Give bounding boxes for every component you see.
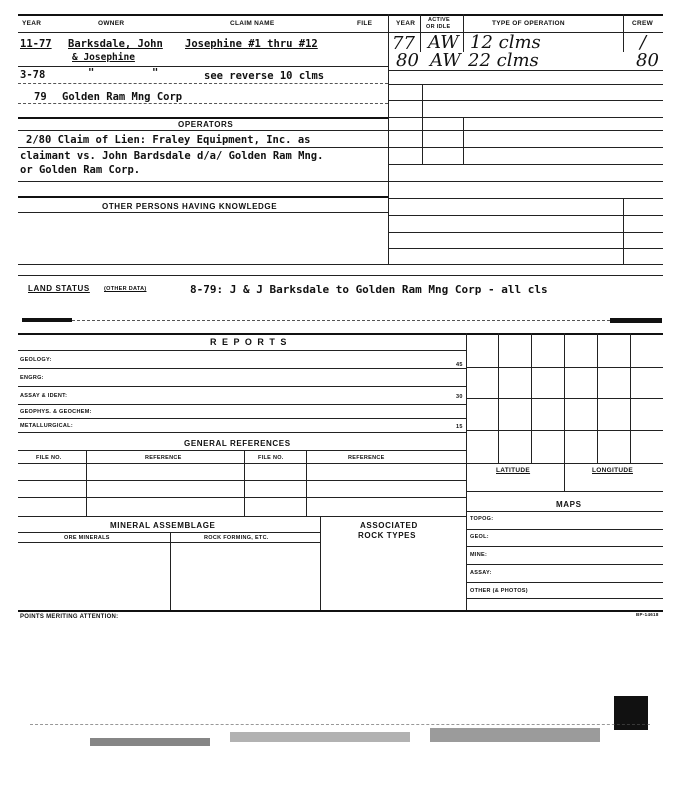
header-idle: OR IDLE xyxy=(426,24,451,30)
hand-year-1: 77 xyxy=(392,33,415,54)
ore-minerals-header: ORE MINERALS xyxy=(64,535,110,541)
longitude-label: LONGITUDE xyxy=(592,467,633,474)
row2-owner: & Josephine xyxy=(72,52,135,63)
maps-rule xyxy=(466,564,663,565)
mineral-rule xyxy=(18,532,320,533)
coord-grid-col xyxy=(564,333,565,491)
header-year-2: YEAR xyxy=(396,20,416,27)
bottom-rule xyxy=(18,610,663,612)
maps-rule xyxy=(466,511,663,512)
reports-top-rule xyxy=(18,333,663,335)
coord-grid-rule xyxy=(466,491,663,492)
operators-line-2: claimant vs. John Bardsdale d/a/ Golden Ram Mng. xyxy=(20,150,324,162)
maps-rule xyxy=(466,529,663,530)
general-refs-col-ref-2: REFERENCE xyxy=(348,455,385,461)
hand-active-1: AW xyxy=(428,32,459,53)
scan-noise xyxy=(230,732,410,742)
associated-header-2: ROCK TYPES xyxy=(358,531,417,540)
row1-claim: Josephine #1 thru #12 xyxy=(185,38,318,50)
page-divider xyxy=(72,320,610,321)
general-refs-col-ref-1: REFERENCE xyxy=(145,455,182,461)
rock-forming-header: ROCK FORMING, ETC. xyxy=(204,535,269,541)
row-rule xyxy=(18,147,388,148)
coord-grid-col xyxy=(531,333,532,463)
scan-mark xyxy=(22,318,72,322)
header-active: ACTIVE xyxy=(428,17,450,23)
grid-rule xyxy=(388,147,663,148)
report-assay: ASSAY & IDENT: xyxy=(20,393,68,399)
scan-mark xyxy=(610,318,662,323)
header-year: YEAR xyxy=(22,20,42,27)
header-claim-name: CLAIM NAME xyxy=(230,20,275,27)
other-persons-title: OTHER PERSONS HAVING KNOWLEDGE xyxy=(102,202,278,211)
header-bottom-rule xyxy=(18,32,663,33)
row4-owner: Golden Ram Mng Corp xyxy=(62,91,183,103)
row3-year: 3-78 xyxy=(20,69,46,81)
map-topog: TOPOG: xyxy=(470,516,494,522)
report-engrg: ENGRG: xyxy=(20,375,44,381)
header-file: FILE xyxy=(357,20,373,27)
grid-col xyxy=(623,198,624,264)
scale-15: 15 xyxy=(456,424,463,430)
reports-rule xyxy=(18,432,466,433)
maps-rule xyxy=(466,598,663,599)
coord-grid-col xyxy=(630,333,631,463)
other-persons-top-rule xyxy=(18,196,388,198)
row1-year: 11-77 xyxy=(20,38,52,50)
hand-crew-2: 80 xyxy=(636,50,659,71)
mineral-rule xyxy=(18,542,320,543)
grid-rule xyxy=(388,130,663,131)
general-refs-rule xyxy=(18,497,466,498)
row3-claim: " xyxy=(152,67,159,79)
mineral-col xyxy=(170,532,171,610)
coord-grid-rule xyxy=(466,463,663,464)
grid-rule xyxy=(388,117,663,118)
hand-year-2: 80 xyxy=(396,50,419,71)
map-mine: MINE: xyxy=(470,552,488,558)
reports-title: R E P O R T S xyxy=(210,337,288,347)
grid-rule xyxy=(388,70,663,71)
grid-rule xyxy=(388,215,663,216)
scan-noise xyxy=(30,724,650,725)
reports-rule xyxy=(18,404,466,405)
scan-noise xyxy=(90,738,210,746)
map-assay: ASSAY: xyxy=(470,570,492,576)
operators-header-rule xyxy=(18,130,388,131)
reports-right-divider xyxy=(466,333,467,610)
latitude-label: LATITUDE xyxy=(496,467,531,474)
report-metallurgical: METALLURGICAL: xyxy=(20,423,73,429)
row3-owner: " xyxy=(88,67,95,79)
operators-line-3: or Golden Ram Corp. xyxy=(20,164,141,176)
grid-rule xyxy=(388,164,663,165)
grid-rule xyxy=(388,198,663,199)
hand-crew-1: / xyxy=(640,32,647,53)
general-refs-col xyxy=(306,450,307,516)
scale-45: 45 xyxy=(456,362,463,368)
column-divider-crew xyxy=(623,14,624,52)
general-refs-col-file-1: FILE NO. xyxy=(36,455,62,461)
header-owner: OWNER xyxy=(98,20,125,27)
row-rule xyxy=(18,181,663,182)
row-rule xyxy=(18,103,388,104)
scale-30: 30 xyxy=(456,394,463,400)
column-divider-file xyxy=(388,14,389,264)
operators-line-1: 2/80 Claim of Lien: Fraley Equipment, Inc. as xyxy=(26,134,311,146)
associated-header-1: ASSOCIATED xyxy=(360,521,418,530)
grid-rule xyxy=(388,100,663,101)
other-persons-bottom-rule xyxy=(18,264,663,265)
operators-title: OPERATORS xyxy=(178,120,234,129)
grid-rule xyxy=(388,84,663,85)
general-refs-col xyxy=(86,450,87,516)
general-refs-col xyxy=(244,450,245,516)
reports-rule xyxy=(18,350,466,351)
row4-year: 79 xyxy=(34,91,47,103)
grid-col xyxy=(463,117,464,164)
form-number: BP-14618 xyxy=(636,612,659,617)
header-crew: CREW xyxy=(632,20,654,27)
mineral-col xyxy=(320,516,321,610)
maps-rule xyxy=(466,546,663,547)
grid-col xyxy=(422,84,423,164)
hand-active-2: AW xyxy=(430,50,461,71)
coord-grid-col xyxy=(597,333,598,463)
general-references-title: GENERAL REFERENCES xyxy=(184,439,291,448)
land-status-text: 8-79: J & J Barksdale to Golden Ram Mng Corp - all cls xyxy=(190,283,548,296)
report-geophys: GEOPHYS. & GEOCHEM: xyxy=(20,409,92,415)
row1-owner: Barksdale, John xyxy=(68,38,163,50)
points-meriting-attention: POINTS MERITING ATTENTION: xyxy=(20,614,119,620)
hand-op-2: 22 clms xyxy=(468,50,539,71)
grid-rule xyxy=(388,248,663,249)
row3-note: see reverse 10 clms xyxy=(204,70,325,82)
reports-rule xyxy=(18,368,466,369)
general-refs-rule xyxy=(18,480,466,481)
maps-rule xyxy=(466,582,663,583)
reports-rule xyxy=(18,386,466,387)
reports-rule xyxy=(18,418,466,419)
hand-op-1: 12 clms xyxy=(470,32,541,53)
general-refs-col-file-2: FILE NO. xyxy=(258,455,284,461)
column-divider-year xyxy=(420,14,421,52)
maps-title: MAPS xyxy=(556,500,582,509)
row-rule xyxy=(18,83,388,84)
mineral-assemblage-title: MINERAL ASSEMBLAGE xyxy=(110,521,216,530)
land-status-sub: (OTHER DATA) xyxy=(104,286,147,292)
scan-noise xyxy=(430,728,600,742)
coord-grid-col xyxy=(498,333,499,463)
top-border xyxy=(18,14,663,16)
row-rule xyxy=(18,66,388,67)
map-other: OTHER (& PHOTOS) xyxy=(470,588,528,594)
column-divider-active xyxy=(463,14,464,52)
land-status-label: LAND STATUS xyxy=(28,284,90,293)
grid-rule xyxy=(388,232,663,233)
other-persons-header-rule xyxy=(18,212,388,213)
operators-top-rule xyxy=(18,117,388,119)
map-geol: GEOL: xyxy=(470,534,489,540)
header-type-of-operation: TYPE OF OPERATION xyxy=(492,20,565,27)
report-geology: GEOLOGY: xyxy=(20,357,52,363)
land-status-top-rule xyxy=(18,275,663,276)
general-refs-rule xyxy=(18,516,466,517)
